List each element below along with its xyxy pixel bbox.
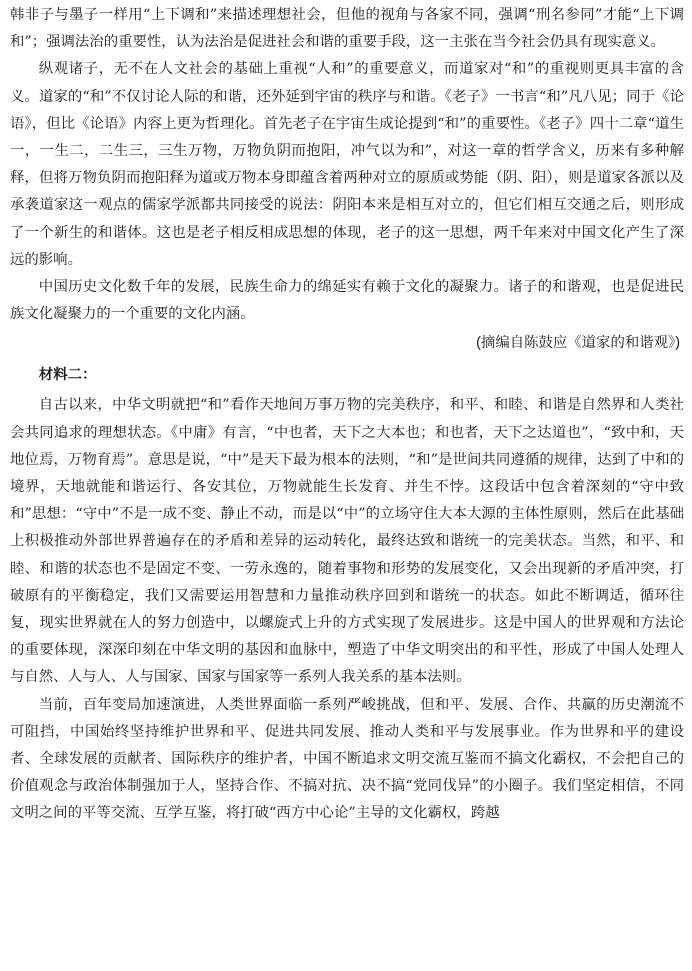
m2-paragraph-1: 自古以来，中华文明就把“和”看作天地间万事万物的完美秩序，和平、和睦、和谐是自然界和人类社会共同追求的理想状态。《中庸》有言，“中也者，天下之大本也；和也者，天下之达道也”，“致中和，天地位焉，万物育焉”。意思是说，“中”是天下最为根本的法则，“和”是世间共同遵循的规律，达到了中和的境界，天地就能和谐运行、各安其位，万物就能生长发育、并生不悖。这段话中包含着深刻的“守中致和”思想：“守中”不是一成不变、静止不动，而是以“中”的立场守住大本大源的主体性原则，然后在此基础上积极推动外部世界普遍存在的矛盾和差异的运动转化，最终达致和谐统一的完美状态。当然，和平、和睦、和谐的状态也不是固定不变、一劳永逸的，随着事物和形势的发展变化，又会出现新的矛盾冲突，打破原有的平衡稳定，我们又需要运用智慧和力量推动秩序回到和谐统一的状态。如此不断调适，循环往复，现实世界就在人的努力创造中，以螺旋式上升的方式实现了发展进步。这是中国人的世界观和方法论的重要体现，深深印刻在中华文明的基因和血脉中，塑造了中华文明突出的和平性，形成了中国人处理人与自然、人与人、人与国家、国家与国家等一系列人我关系的基本法则。 <box>10 397 684 686</box>
m1-paragraph-3: 中国历史文化数千年的发展，民族生命力的绵延实有赖于文化的凝聚力。诸子的和谐观，也是促进民族文化凝聚力的一个重要的文化内涵。 <box>10 279 684 323</box>
m2-paragraph-2: 当前，百年变局加速演进，人类世界面临一系列严峻挑战，但和平、发展、合作、共赢的历史潮流不可阻挡，中国始终坚持维护世界和平、促进共同发展、推动人类和平与发展事业。作为世界和平的建设者、全球发展的贡献者、国际秩序的维护者，中国不断追求文明交流互鉴而不搞文化霸权，不会把自己的价值观念与政治体制强加于人，坚持合作、不搞对抗、决不搞“党同伐异”的小圈子。我们坚定相信，不同文明之间的平等交流、互学互鉴，将打破“西方中心论”主导的文化霸权，跨越 <box>10 696 684 822</box>
m1-paragraph-2: 纵观诸子，无不在人文社会的基础上重视“人和”的重要意义，而道家对“和”的重视则更具丰富的含义。道家的“和”不仅讨论人际的和谐，还外延到宇宙的秩序与和谐。《老子》一书言“和”凡八见；同于《论语》，但比《论语》内容上更为哲理化。首先老子在宇宙生成论提到“和”的重要性。《老子》四十二章“道生一，一生二，二生三，三生万物，万物负阴而抱阳，冲气以为和”，对这一章的哲学含义，历来有多种解释，但将万物负阴而抱阳释为道或万物本身即蕴含着两种对立的原质或势能（阴、阳），则是道家各派以及承袭道家这一观点的儒家学派都共同接受的说法：阴阳本来是相互对立的，但它们相互交通之后，则形成了一个新生的和谐体。这也是老子相反相成思想的体现，老子的这一思想，两千年来对中国文化产生了深远的影响。 <box>10 61 684 268</box>
material-2-heading: 材料二： <box>38 367 97 384</box>
m1-paragraph-1: 韩非子与墨子一样用“上下调和”来描述理想社会，但他的视角与各家不同，强调“刑名参同”才能“上下调和”；强调法治的重要性，认为法治是促进社会和谐的重要手段，这一主张在当今社会仍具有现实意义。 <box>10 7 684 51</box>
source-citation: (摘编自陈鼓应《道家的和谐观》) <box>476 335 680 352</box>
